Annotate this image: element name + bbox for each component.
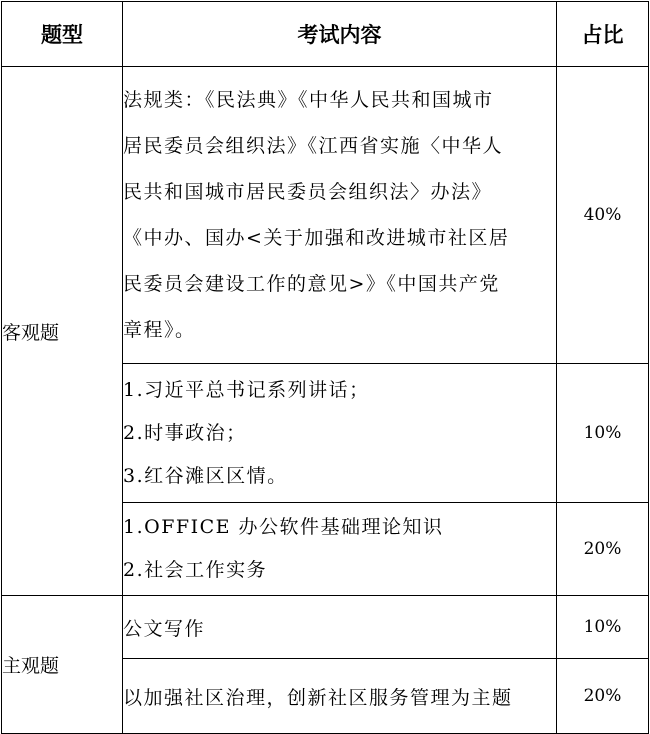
ratio-cell: 40% xyxy=(557,67,649,364)
content-line: 3.红谷滩区区情。 xyxy=(123,464,288,487)
exam-content-table xyxy=(1,1,649,734)
content-line: 章程》。 xyxy=(123,319,196,341)
content-cell xyxy=(123,659,557,734)
type-cell-subjective: 主观题 xyxy=(2,596,123,734)
content-cell xyxy=(123,503,557,596)
table-row xyxy=(2,596,649,659)
ratio-cell: 20% xyxy=(557,659,649,734)
header-ratio: 占比 xyxy=(557,2,649,67)
ratio-cell: 10% xyxy=(557,364,649,503)
content-cell xyxy=(123,364,557,503)
content-line: 1.习近平总书记系列讲话； xyxy=(123,378,370,401)
content-line: 以加强社区治理，创新社区服务管理为主题 xyxy=(123,686,513,709)
ratio-cell: 20% xyxy=(557,503,649,596)
table-row xyxy=(2,67,649,364)
type-cell-objective: 客观题 xyxy=(2,67,123,596)
content-line: 2.时事政治； xyxy=(123,421,247,444)
content-line: 民委员会建设工作的意见>》《中国共产党 xyxy=(123,273,500,295)
content-line: 法规类：《民法典》《中华人民共和国城市 xyxy=(123,89,494,111)
content-line: 民共和国城市居民委员会组织法〉办法》 xyxy=(123,181,493,203)
content-line: 1.OFFICE 办公软件基础理论知识 xyxy=(123,516,444,538)
content-line: 《中办、国办<关于加强和改进城市社区居 xyxy=(123,227,510,249)
content-line: 居民委员会组织法》《江西省实施〈中华人 xyxy=(123,135,504,157)
ratio-cell: 10% xyxy=(557,596,649,659)
header-type: 题型 xyxy=(2,2,123,67)
table-header-row xyxy=(2,2,649,67)
content-cell xyxy=(123,596,557,659)
header-content: 考试内容 xyxy=(123,2,557,67)
content-line: 2.社会工作实务 xyxy=(123,559,268,581)
content-line: 公文写作 xyxy=(123,617,206,640)
content-cell xyxy=(123,67,557,364)
